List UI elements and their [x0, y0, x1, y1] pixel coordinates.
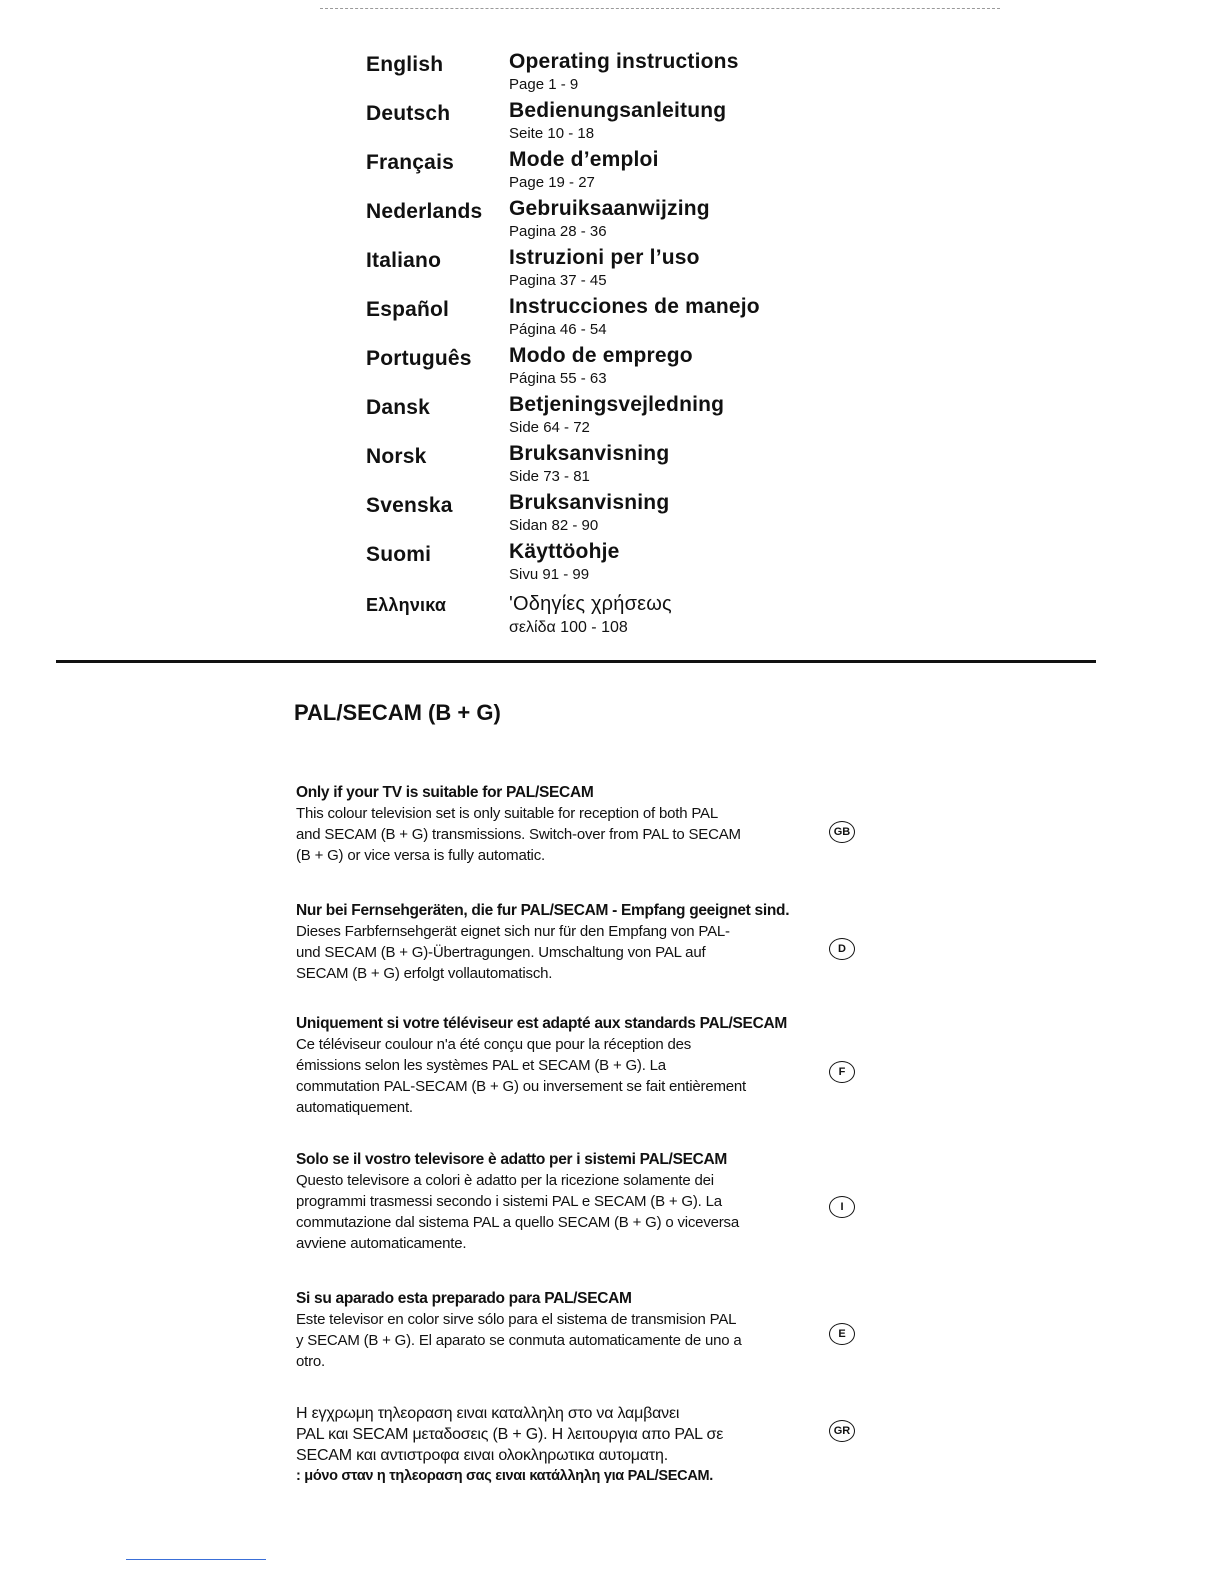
section-divider: [56, 660, 1096, 663]
country-badge-i: I: [829, 1196, 855, 1218]
language-row: [366, 99, 886, 148]
notice-line: SECAM (B + G) erfolgt vollautomatisch.: [296, 965, 553, 982]
notice-heading: Nur bei Fernsehgeräten, die fur PAL/SECAM - Empfang geeignet sind.: [296, 902, 790, 919]
language-name: Dansk: [366, 396, 431, 419]
language-row: [366, 295, 886, 344]
country-badge-gr: GR: [829, 1420, 855, 1442]
page-range: σελίδα 100 - 108: [509, 619, 628, 636]
country-badge-d: D: [829, 938, 855, 960]
notice-block-d: [296, 900, 836, 984]
manual-title: Gebruiksaanwijzing: [509, 197, 710, 220]
scan-edge-line: [126, 1559, 266, 1560]
language-row: [366, 50, 886, 99]
notice-block-e: [296, 1288, 836, 1372]
notice-heading: Si su aparado esta preparado para PAL/SECAM: [296, 1290, 632, 1307]
manual-title: Modo de emprego: [509, 344, 693, 367]
language-name: Ελληνικα: [366, 595, 447, 615]
notice-block-i: [296, 1149, 836, 1254]
country-badge-f: F: [829, 1061, 855, 1083]
manual-title: Käyttöohje: [509, 540, 620, 563]
notice-line: commutazione dal sistema PAL a quello SECAM (B + G) o viceversa: [296, 1214, 740, 1231]
manual-title: Istruzioni per l’uso: [509, 246, 700, 269]
manual-title: 'Οδηγίες χρήσεως: [509, 593, 672, 615]
manual-title: Betjeningsvejledning: [509, 393, 725, 416]
manual-title: Operating instructions: [509, 50, 739, 73]
language-row: [366, 442, 886, 491]
notice-heading: Uniquement si votre téléviseur est adapté aux standards PAL/SECAM: [296, 1015, 787, 1032]
notice-line: SECAM και αντιστροφα ειναι ολοκληρωτικα αυτοματη.: [296, 1447, 668, 1464]
manual-title: Bruksanvisning: [509, 491, 670, 514]
notice-line: Dieses Farbfernsehgerät eignet sich nur für den Empfang von PAL-: [296, 923, 730, 940]
section-title: PAL/SECAM (B + G): [294, 700, 501, 725]
notice-line: automatiquement.: [296, 1099, 413, 1116]
notice-line: Ce téléviseur coulour n'a été conçu que pour la réception des: [296, 1036, 692, 1053]
language-row: [366, 344, 886, 393]
page-range: Page 19 - 27: [509, 174, 595, 191]
language-name: Deutsch: [366, 102, 451, 125]
country-badge-e: E: [829, 1323, 855, 1345]
notice-line: Este televisor en color sirve sólo para el sistema de transmision PAL: [296, 1311, 737, 1328]
notice-line: y SECAM (B + G). El aparato se conmuta automaticamente de uno a: [296, 1332, 742, 1349]
page-range: Sidan 82 - 90: [509, 517, 599, 534]
language-name: Español: [366, 298, 450, 321]
language-name: Português: [366, 347, 472, 370]
language-row: [366, 491, 886, 540]
language-name: Nederlands: [366, 200, 483, 223]
language-row: [366, 393, 886, 442]
manual-title: Bruksanvisning: [509, 442, 670, 465]
manual-title: Instrucciones de manejo: [509, 295, 760, 318]
country-badge-gb: GB: [829, 821, 855, 843]
manual-title: Bedienungsanleitung: [509, 99, 727, 122]
notice-block-gb: [296, 782, 836, 866]
notice-line: Questo televisore a colori è adatto per la ricezione solamente dei: [296, 1172, 714, 1189]
language-row: [366, 197, 886, 246]
notice-heading: Solo se il vostro televisore è adatto per i sistemi PAL/SECAM: [296, 1151, 728, 1168]
language-row: [366, 540, 886, 589]
language-row: [366, 246, 886, 295]
language-name: English: [366, 53, 444, 76]
notice-line: This colour television set is only suitable for reception of both PAL: [296, 805, 718, 822]
manual-title: Mode d’emploi: [509, 148, 659, 171]
language-name: Suomi: [366, 543, 432, 566]
page-range: Seite 10 - 18: [509, 125, 595, 142]
language-name: Français: [366, 151, 454, 174]
language-row: [366, 148, 886, 197]
page-range: Página 46 - 54: [509, 321, 607, 338]
notice-line: avviene automaticamente.: [296, 1235, 467, 1252]
notice-footer: : μόνο σταν η τηλεοραση σας ειναι κατάλληλη για PAL/SECAM.: [296, 1468, 713, 1484]
page-range: Página 55 - 63: [509, 370, 607, 387]
notice-line: programmi trasmessi secondo i sistemi PAL e SECAM (B + G). La: [296, 1193, 722, 1210]
language-index: [366, 50, 886, 638]
notice-line: otro.: [296, 1353, 326, 1370]
notice-heading: Only if your TV is suitable for PAL/SECAM: [296, 784, 594, 801]
page-range: Side 73 - 81: [509, 468, 590, 485]
notice-line: émissions selon les systèmes PAL et SECAM (B + G). La: [296, 1057, 666, 1074]
page-range: Pagina 37 - 45: [509, 272, 607, 289]
scan-noise-line: [320, 8, 1000, 9]
notice-line: PAL και SECAM μεταδοσεις (B + G). Η λειτουργια απο PAL σε: [296, 1426, 724, 1443]
notice-block-f: [296, 1013, 836, 1118]
page-range: Side 64 - 72: [509, 419, 590, 436]
language-row: [366, 589, 886, 638]
notice-line: (B + G) or vice versa is fully automatic.: [296, 847, 545, 864]
language-name: Svenska: [366, 494, 453, 517]
page-range: Pagina 28 - 36: [509, 223, 607, 240]
language-name: Norsk: [366, 445, 427, 468]
notice-line: und SECAM (B + G)-Übertragungen. Umschaltung von PAL auf: [296, 944, 706, 961]
notice-block-gr: [296, 1403, 836, 1487]
notice-line: and SECAM (B + G) transmissions. Switch-over from PAL to SECAM: [296, 826, 741, 843]
language-name: Italiano: [366, 249, 442, 272]
notice-line: Η εγχρωμη τηλεοραση ειναι καταλληλη στο να λαμβανει: [296, 1405, 680, 1422]
notice-line: commutation PAL-SECAM (B + G) ou inversement se fait entièrement: [296, 1078, 747, 1095]
page-range: Sivu 91 - 99: [509, 566, 590, 583]
page-range: Page 1 - 9: [509, 76, 579, 93]
